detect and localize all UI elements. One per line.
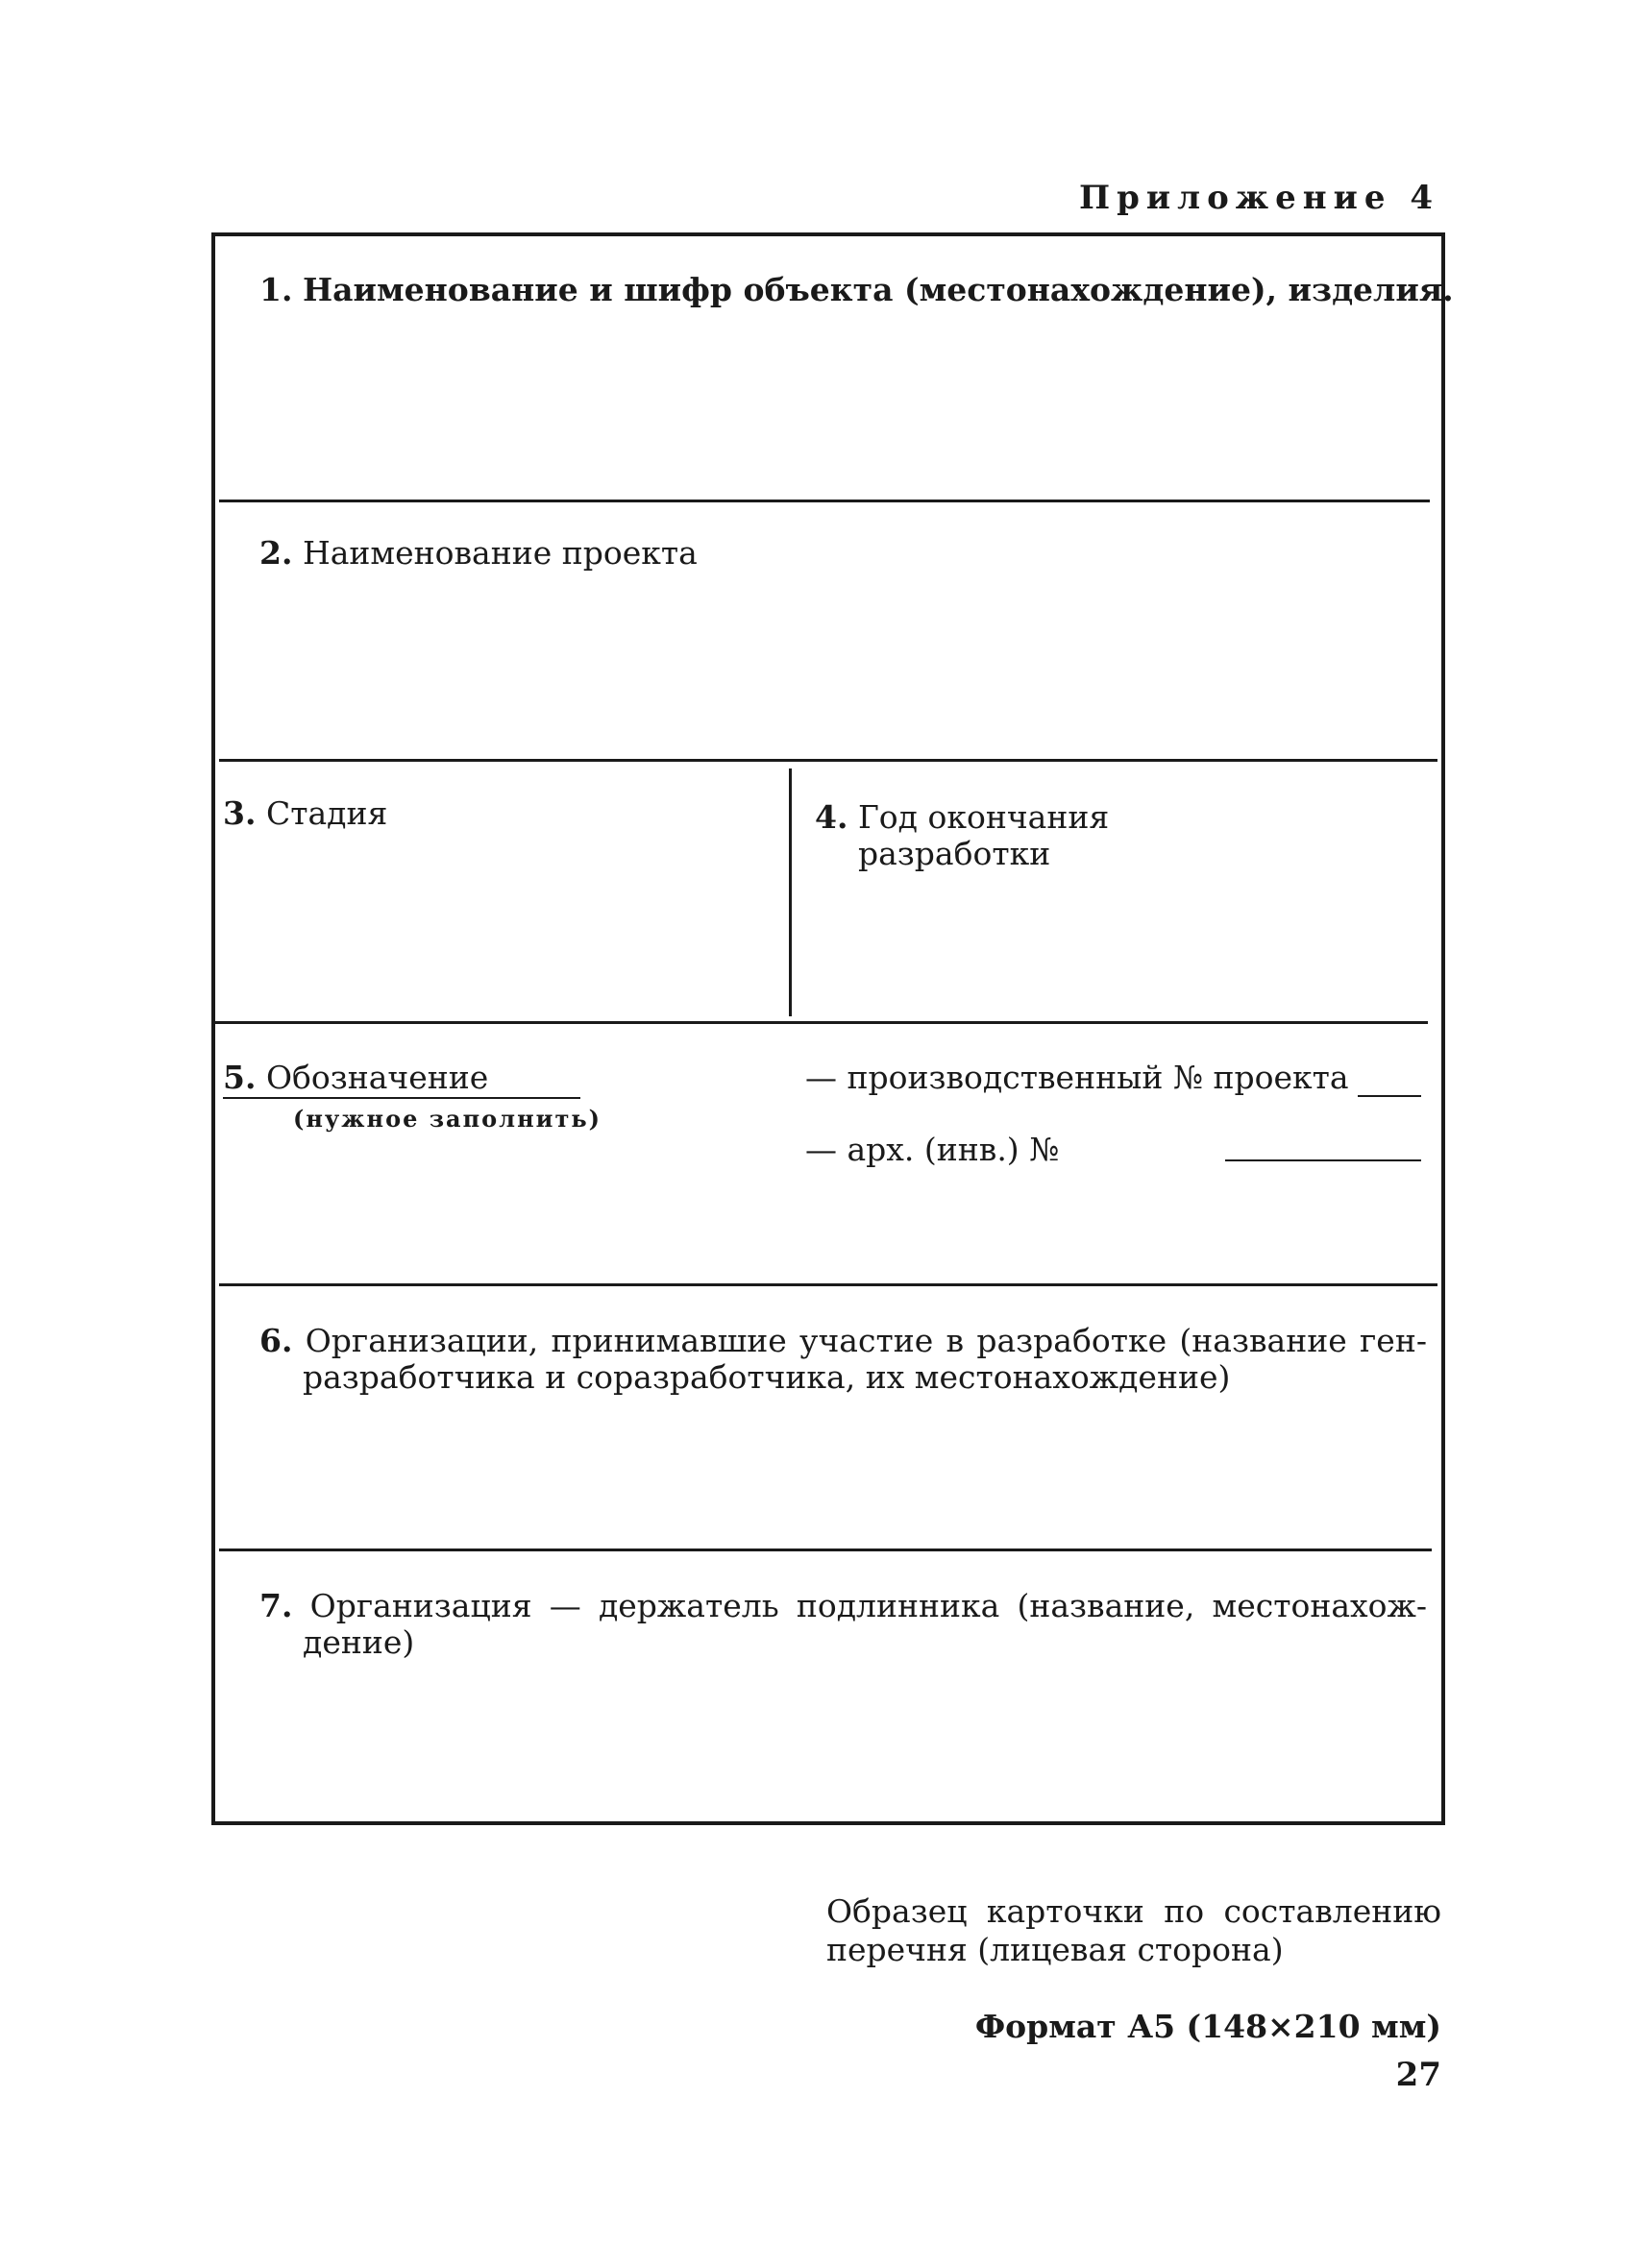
field-5-number: 5. [223, 1059, 257, 1096]
field-2-label: Наименование проекта [302, 534, 698, 572]
field-4-line-1: Год окончания [857, 798, 1110, 836]
option-1-blank-line [1358, 1095, 1421, 1097]
field-1-number: 1. [259, 271, 293, 308]
divider-1 [219, 500, 1430, 502]
field-5-label: Обозначение [265, 1059, 489, 1096]
caption-block [826, 1892, 1441, 1969]
field-5-designation [223, 1060, 488, 1096]
field-4-year [815, 799, 1109, 872]
page-number: 27 [1395, 2056, 1441, 2094]
field-1-object-name [259, 272, 1454, 308]
field-6-line-2: разработчика и соразработчика, их местонахождение) [303, 1358, 1231, 1396]
divider-4 [219, 1283, 1437, 1286]
field-3-label: Стадия [265, 794, 388, 832]
field-5-option-production-number: — производственный № проекта [805, 1059, 1349, 1096]
field-7-line-1: Организация — держатель подлинника (название, местонахож- [309, 1587, 1427, 1624]
field-7-number: 7. [259, 1587, 293, 1624]
field-4-line-2: разработки [858, 835, 1051, 872]
field-7-original-holder [259, 1588, 1427, 1661]
caption-line-2: перечня (лицевая сторона) [826, 1931, 1284, 1968]
field-6-organizations [259, 1323, 1427, 1396]
option-2-blank-line [1225, 1159, 1421, 1161]
field-1-label: Наименование и шифр объекта (местонахождение), изделия. [302, 271, 1454, 308]
field-4-number: 4. [815, 798, 848, 836]
field-7-line-2: дение) [303, 1623, 415, 1661]
field-3-stage [223, 795, 387, 832]
divider-vertical [789, 768, 792, 1016]
field-5-option-archive-number: — арх. (инв.) № [805, 1131, 1060, 1168]
field-6-number: 6. [259, 1322, 293, 1359]
divider-3 [215, 1021, 1428, 1024]
format-label: Формат А5 (148×210 мм) [974, 2008, 1441, 2045]
field-2-number: 2. [259, 534, 293, 572]
field-2-project-name [259, 535, 698, 572]
appendix-label: Приложение 4 [1079, 179, 1439, 217]
divider-2 [219, 759, 1437, 762]
field-5-underline [223, 1097, 580, 1099]
field-5-note: (нужное заполнить) [293, 1105, 602, 1133]
field-6-line-1: Организации, принимавшие участие в разработке (название ген- [305, 1322, 1427, 1359]
caption-line-1: Образец карточки по составлению [826, 1892, 1441, 1930]
field-3-number: 3. [223, 794, 257, 832]
divider-5 [219, 1549, 1432, 1551]
